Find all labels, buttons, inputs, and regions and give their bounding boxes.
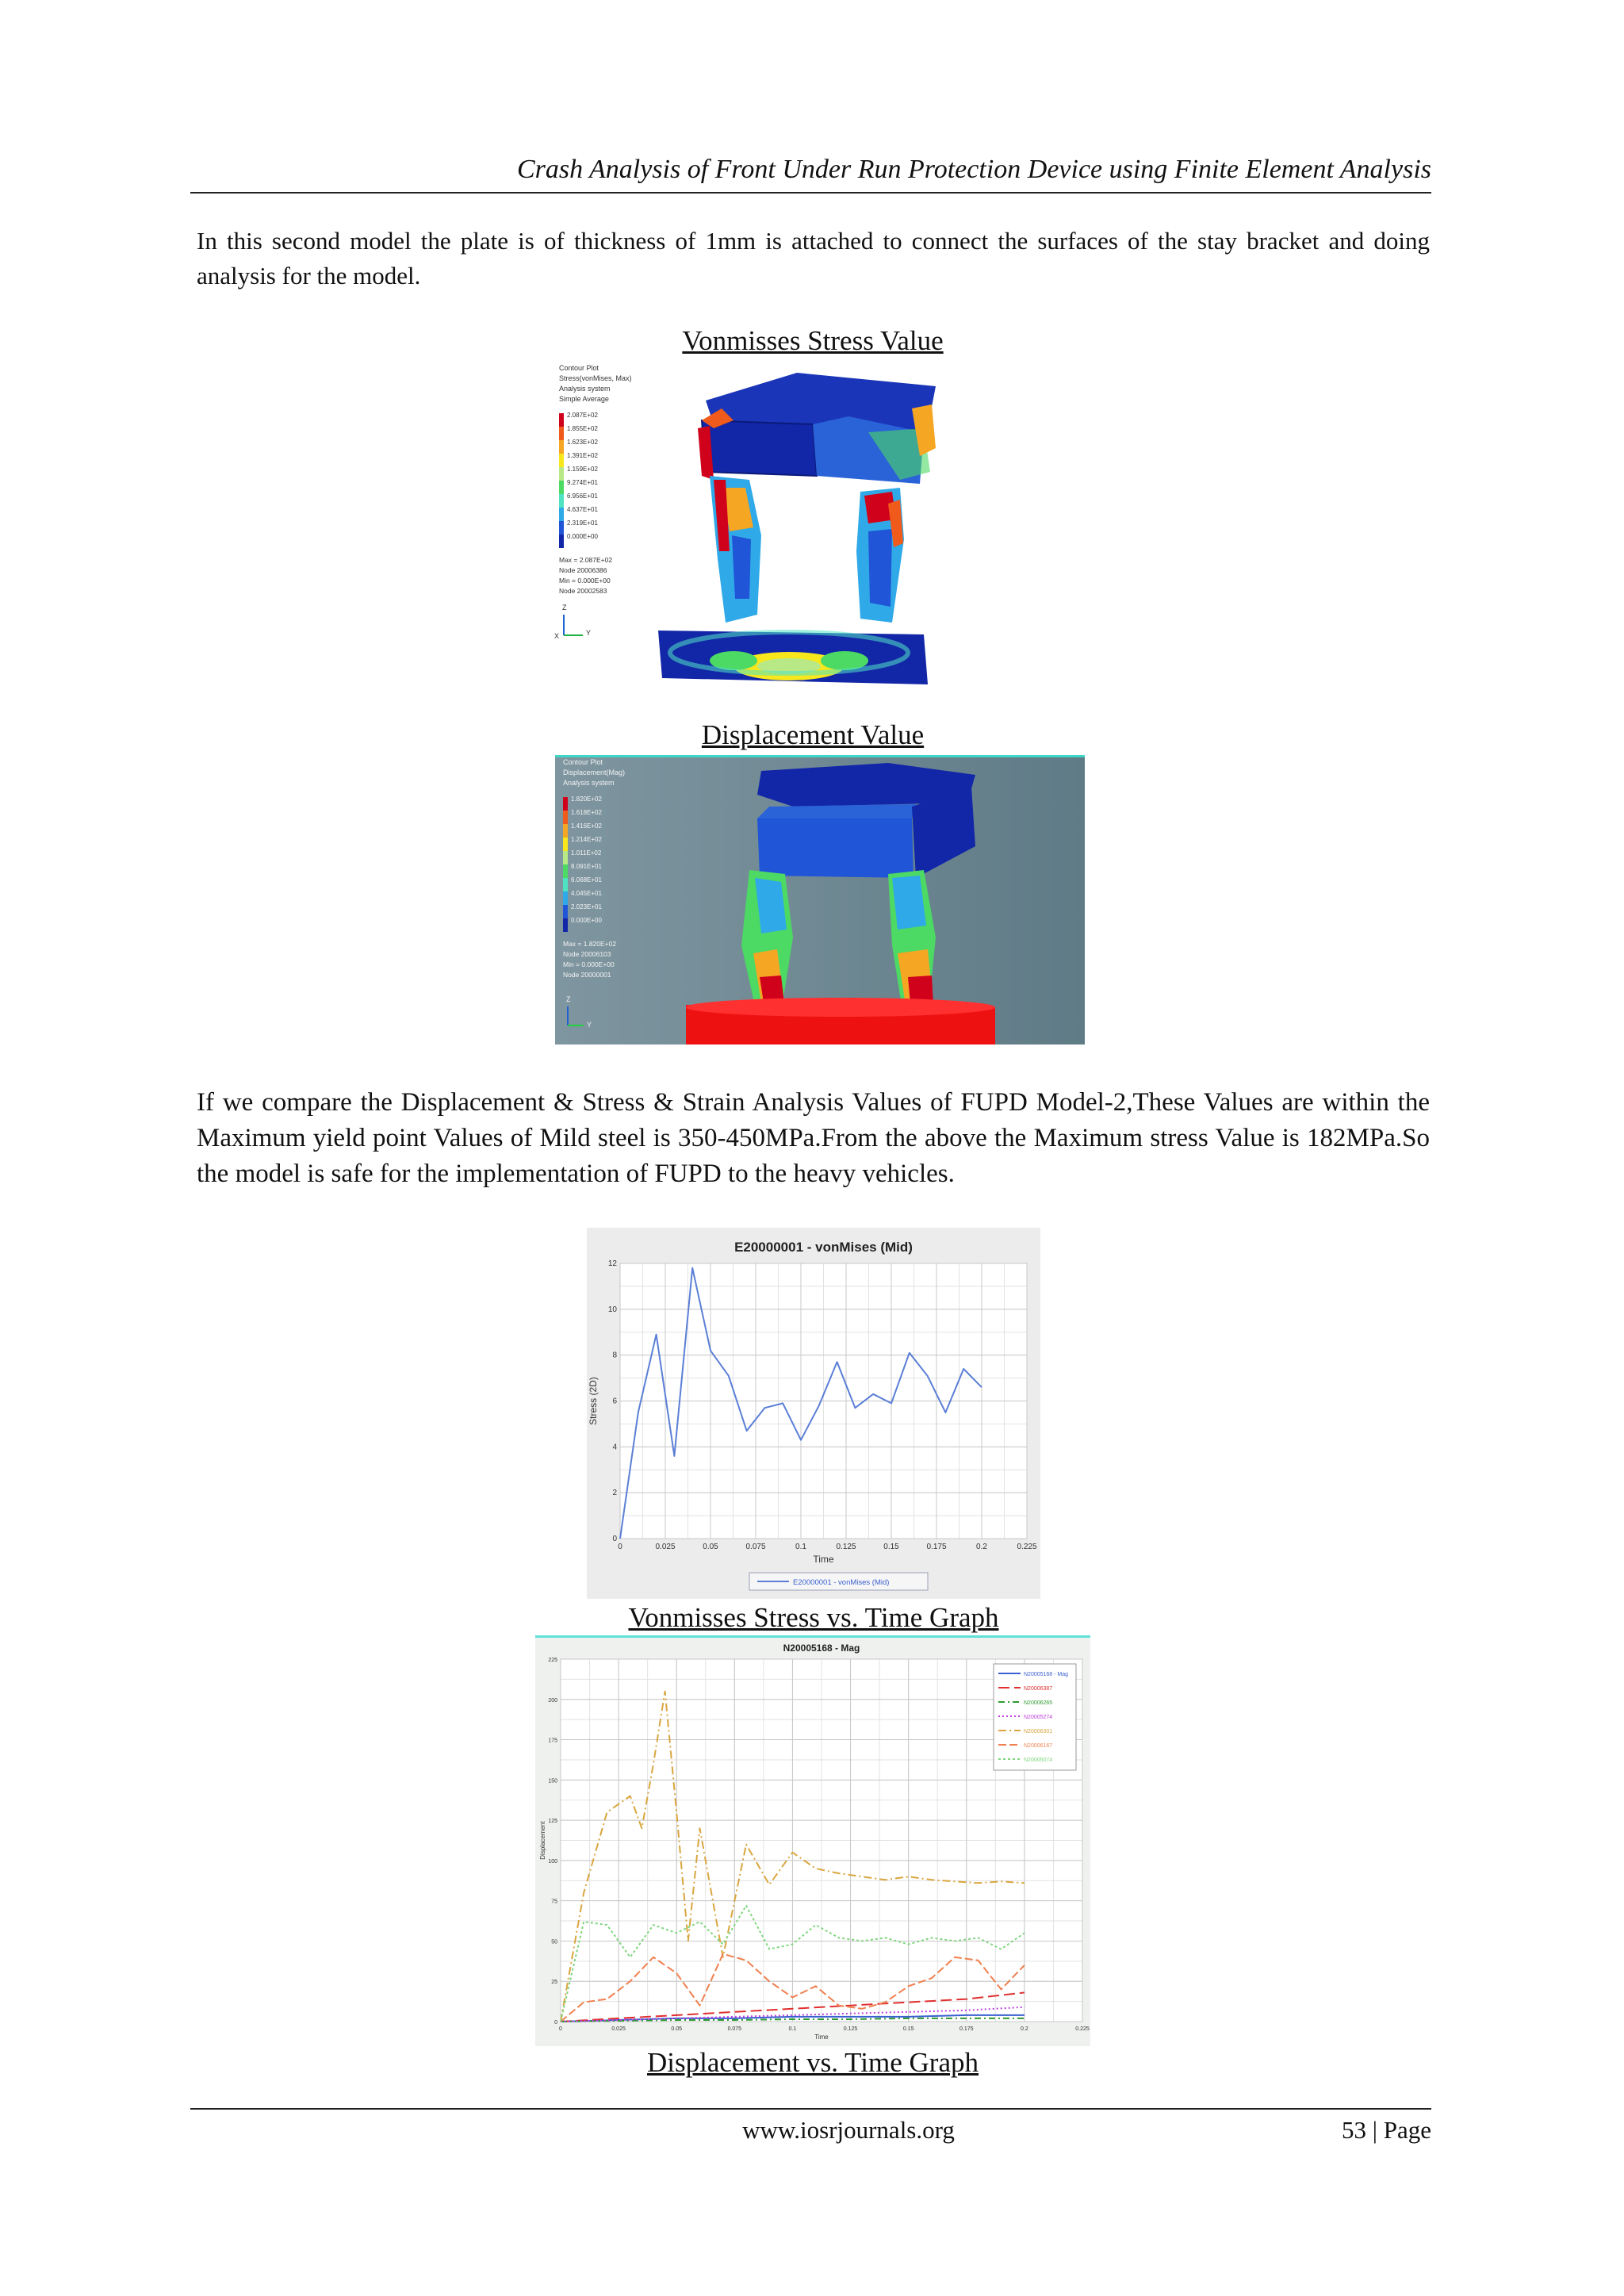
y-axis-label: Displacement — [539, 1821, 546, 1860]
legend-title-line: Contour Plot — [563, 758, 603, 766]
comparison-paragraph: If we compare the Displacement & Stress & Strain Analysis Values of FUPD Model-2,These Values are within the Maximum yield point Values of Mild steel is 350-450MPa.From the above the Maximum stress Value is 182MPa.So the model is safe for the implementation of FUPD to the heavy vehicles. — [197, 1088, 1430, 1188]
legend-value: 1.011E+02 — [571, 849, 602, 857]
legend-title-line: Stress(vonMises, Max) — [559, 374, 632, 382]
chart-title: E20000001 - vonMises (Mid) — [734, 1240, 913, 1255]
y-tick-label: 25 — [551, 1980, 557, 1986]
legend-entry: N20005168 - Mag — [1024, 1672, 1069, 1677]
legend-value: 2.319E+01 — [567, 519, 598, 527]
legend-color-swatch — [563, 878, 568, 891]
stress-figure-caption: Vonmisses Stress Value — [682, 325, 944, 356]
y-tick-label: 225 — [548, 1658, 557, 1663]
legend-color-swatch — [563, 905, 568, 918]
stress-time-chart — [587, 1228, 1040, 1599]
axis-z-label: Z — [562, 604, 567, 611]
y-tick-label: 0 — [554, 2020, 557, 2026]
legend-value: 1.391E+02 — [567, 452, 598, 459]
legend-footer-line: Node 20002583 — [559, 587, 607, 595]
x-tick-label: 0.025 — [655, 1543, 676, 1551]
legend-footer-line: Max = 2.087E+02 — [559, 556, 613, 564]
x-tick-label: 0.15 — [902, 2026, 914, 2032]
x-tick-label: 0.2 — [976, 1543, 987, 1551]
legend-color-swatch — [559, 521, 564, 535]
stress-time-caption: Vonmisses Stress vs. Time Graph — [628, 1602, 999, 1633]
x-tick-label: 0 — [559, 2026, 562, 2032]
footer-rule — [190, 2108, 1431, 2110]
y-tick-label: 10 — [607, 1305, 617, 1314]
x-tick-label: 0.1 — [795, 1543, 806, 1551]
legend-color-swatch — [559, 454, 564, 467]
legend-entry: E20000001 - vonMises (Mid) — [793, 1578, 890, 1587]
legend-title-line: Analysis system — [563, 779, 615, 787]
legend-footer-line: Node 20000001 — [563, 971, 611, 979]
legend-entry: N20006167 — [1024, 1743, 1053, 1749]
legend-color-swatch — [559, 427, 564, 440]
legend-title-line: Displacement(Mag) — [563, 769, 626, 776]
x-tick-label: 0.075 — [745, 1543, 766, 1551]
legend-value: 2.023E+01 — [571, 903, 602, 910]
axis-y-label: Y — [587, 1021, 592, 1029]
legend-color-swatch — [559, 413, 564, 427]
legend-footer-line: Max = 1.820E+02 — [563, 940, 617, 948]
legend-footer-line: Node 20006103 — [563, 950, 611, 958]
chart-title: N20005168 - Mag — [783, 1642, 860, 1654]
legend-value: 1.159E+02 — [567, 466, 598, 473]
y-tick-label: 125 — [548, 1819, 557, 1825]
x-tick-label: 0.175 — [959, 2026, 974, 2032]
legend-value: 0.000E+00 — [567, 533, 598, 540]
x-tick-label: 0.05 — [671, 2026, 683, 2032]
y-tick-label: 150 — [548, 1778, 557, 1784]
y-tick-label: 4 — [612, 1443, 617, 1452]
displacement-time-chart — [535, 1635, 1090, 2046]
x-tick-label: 0 — [618, 1543, 622, 1551]
x-tick-label: 0.05 — [703, 1543, 718, 1551]
axis-z-label: Z — [566, 995, 571, 1003]
y-tick-label: 6 — [612, 1397, 617, 1406]
x-axis-label: Time — [813, 1554, 834, 1565]
legend-color-swatch — [563, 838, 568, 851]
displacement-time-caption: Displacement vs. Time Graph — [646, 2047, 979, 2078]
legend-value: 9.274E+01 — [567, 479, 598, 486]
y-tick-label: 75 — [551, 1899, 557, 1905]
y-tick-label: 0 — [612, 1535, 617, 1543]
legend-entry: N20006301 — [1024, 1729, 1053, 1734]
legend-value: 2.087E+02 — [567, 412, 598, 419]
legend-entry: N20006387 — [1024, 1686, 1053, 1692]
legend-title-line: Contour Plot — [559, 364, 599, 372]
x-tick-label: 0.225 — [1075, 2026, 1090, 2032]
x-tick-label: 0.125 — [836, 1543, 856, 1551]
legend-value: 8.091E+01 — [571, 863, 602, 870]
y-tick-label: 100 — [548, 1858, 557, 1865]
legend-color-swatch — [563, 891, 568, 905]
y-tick-label: 200 — [548, 1697, 557, 1704]
x-tick-label: 0.175 — [926, 1543, 947, 1551]
y-tick-label: 2 — [612, 1489, 617, 1498]
y-axis-label: Stress (2D) — [588, 1377, 599, 1425]
x-tick-label: 0.2 — [1021, 2026, 1028, 2032]
legend-color-swatch — [563, 824, 568, 838]
axis-y-label: Y — [586, 629, 592, 637]
legend-color-swatch — [559, 508, 564, 521]
stress-contour-figure — [551, 361, 995, 714]
running-title: Crash Analysis of Front Under Run Protection Device using Finite Element Analysis — [516, 155, 1431, 184]
displacement-contour-figure — [555, 755, 1085, 1045]
page-number: 53 | Page — [1342, 2116, 1431, 2144]
legend-footer-line: Min = 0.000E+00 — [563, 960, 615, 968]
legend-color-swatch — [563, 918, 568, 932]
legend-color-swatch — [559, 481, 564, 494]
legend-color-swatch — [563, 864, 568, 878]
legend-entry: N20005074 — [1024, 1757, 1053, 1763]
legend-color-swatch — [563, 851, 568, 864]
x-tick-label: 0.15 — [883, 1543, 899, 1551]
legend-color-swatch — [559, 467, 564, 481]
x-tick-label: 0.025 — [611, 2026, 626, 2032]
x-tick-label: 0.075 — [727, 2026, 742, 2032]
displacement-figure-caption: Displacement Value — [701, 719, 925, 750]
y-tick-label: 12 — [607, 1259, 617, 1268]
legend-value: 6.956E+01 — [567, 493, 598, 500]
chart-top-border — [535, 1635, 1090, 1638]
legend-footer-line: Min = 0.000E+00 — [559, 577, 611, 585]
legend-title-line: Simple Average — [559, 395, 609, 403]
header-rule — [190, 192, 1431, 194]
legend-color-swatch — [563, 811, 568, 824]
legend-color-swatch — [559, 535, 564, 548]
legend-value: 1.855E+02 — [567, 425, 598, 432]
legend-color-swatch — [563, 797, 568, 811]
legend-value: 1.623E+02 — [567, 439, 598, 446]
legend-value: 1.416E+02 — [571, 822, 602, 830]
legend-value: 4.045E+01 — [571, 890, 602, 897]
y-tick-label: 8 — [612, 1351, 617, 1360]
legend-value: 1.820E+02 — [571, 795, 602, 803]
legend-value: 0.000E+00 — [571, 917, 602, 924]
legend-value: 6.068E+01 — [571, 876, 602, 884]
axis-x-label: X — [554, 632, 560, 640]
x-axis-label: Time — [814, 2033, 829, 2041]
legend-entry: N20006265 — [1024, 1700, 1053, 1706]
legend-title-line: Analysis system — [559, 385, 611, 393]
y-tick-label: 50 — [551, 1939, 557, 1945]
x-tick-label: 0.125 — [843, 2026, 858, 2032]
legend-color-swatch — [559, 494, 564, 508]
legend-entry: N20005274 — [1024, 1715, 1053, 1720]
intro-paragraph: In this second model the plate is of thickness of 1mm is attached to connect the surfaces of the stay bracket and doing analysis for the model. — [197, 227, 1430, 289]
legend-value: 4.637E+01 — [567, 506, 598, 513]
x-tick-label: 0.1 — [788, 2026, 797, 2032]
y-tick-label: 175 — [548, 1738, 557, 1744]
footer-url[interactable]: www.iosrjournals.org — [742, 2116, 955, 2144]
legend-value: 1.214E+02 — [571, 836, 602, 843]
x-tick-label: 0.225 — [1017, 1543, 1037, 1551]
legend-value: 1.618E+02 — [571, 809, 602, 816]
legend-color-swatch — [559, 440, 564, 454]
legend-footer-line: Node 20006386 — [559, 566, 607, 574]
